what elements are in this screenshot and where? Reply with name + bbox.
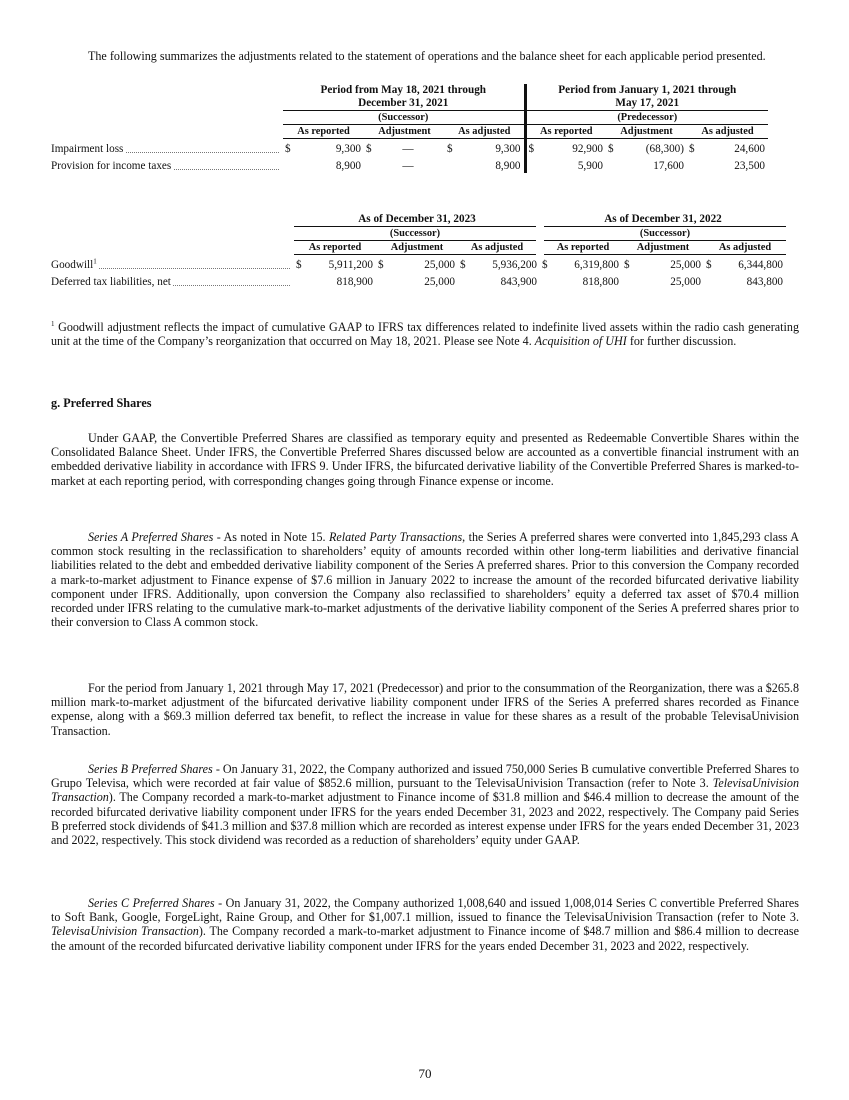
table-row: [51, 272, 786, 289]
table-row: [51, 156, 768, 173]
column-header: As adjusted: [458, 241, 540, 255]
operations-adjustment-table: [51, 84, 768, 173]
value-cell: 25,000: [670, 275, 701, 288]
period-header-successor: Period from May 18, 2021 through December 31, 2021: [283, 84, 525, 111]
value-cell: 25,000: [670, 258, 701, 271]
value-cell: 9,300: [335, 142, 361, 155]
value-cell: 843,800: [746, 275, 783, 288]
value-cell: 818,800: [582, 275, 619, 288]
value-cell: 843,900: [500, 275, 537, 288]
period-header-predecessor: Period from January 1, 2021 through May 17, 2021: [558, 84, 737, 109]
gaap-ifrs-paragraph: Under GAAP, the Convertible Preferred Shares are classified as temporary equity and presented as Redeemable Convertible Shares within the Consolidated Balance Sheet. Under IFRS, the Convertible Preferred Shares discussed below are accounted as a convertible financial instrument with an embedded derivative liability in accordance with IFRS 9. Under IFRS, the bifurcated derivative liability of the Convertible Preferred Shares is marked-to-market at each reporting period, with corresponding changes going through Finance expense or income.: [51, 431, 799, 488]
predecessor-label: (Predecessor): [525, 111, 768, 125]
period-header-2023: As of December 31, 2023: [358, 213, 476, 225]
value-cell: 9,300: [455, 139, 525, 156]
column-header: As adjusted: [704, 241, 786, 255]
column-header: Adjustment: [606, 125, 687, 139]
value-cell: 6,344,800: [738, 258, 783, 271]
section-heading: g. Preferred Shares: [51, 396, 152, 410]
value-cell: 8,900: [455, 156, 525, 173]
series-c-paragraph: Series C Preferred Shares - On January 31, 2022, the Company authorized 1,008,640 and issued 1,008,014 Series C convertible Preferred Shares to Soft Bank, Google, ForgeLight, Raine Group, and Other for $1,007.1 million, issued to finance the TelevisaUnivision Transaction (refer to Note 3. TelevisaUnivision Transaction). The Company recorded a mark-to-market adjustment to Finance income of $48.7 million and $86.4 million to decrease the amount of the recorded bifurcated derivative liability component under IFRS for the years ended December 31, 2023 and 2022, respectively.: [51, 896, 799, 953]
column-header: As reported: [525, 125, 606, 139]
table-row: Goodwill$^1$ $ 5,911,200 $ 25,000 $ 5,936,200 $ 6,319,800 $ 25,000 $ 6,344,800: [51, 255, 786, 272]
column-header: As adjusted: [687, 125, 768, 139]
period-header-2022: As of December 31, 2022: [604, 213, 722, 225]
column-header: Adjustment: [622, 241, 704, 255]
page-number: 70: [418, 1066, 432, 1081]
column-header: As adjusted: [445, 125, 525, 139]
predecessor-paragraph: For the period from January 1, 2021 through May 17, 2021 (Predecessor) and prior to the consummation of the Reorganization, there was a $265.8 million mark-to-market adjustment of the bifurcated derivative liability component under IFRS of the Series A preferred shares recorded as Finance expense, along with a $69.3 million deferred tax benefit, to reflect the increase in value for these shares as a result of the probable TelevisaUnivision Transaction.: [51, 681, 799, 738]
value-cell: 5,900: [577, 159, 603, 172]
value-cell: 5,936,200: [492, 258, 537, 271]
row-label: Impairment loss: [51, 139, 283, 156]
value-cell: —: [402, 159, 414, 172]
intro-paragraph: The following summarizes the adjustments related to the statement of operations and the balance sheet for each applicable period presented.: [88, 49, 766, 63]
column-header: As reported: [540, 241, 622, 255]
value-cell: 818,900: [336, 275, 373, 288]
column-header: Adjustment: [364, 125, 445, 139]
value-cell: 25,000: [424, 275, 455, 288]
goodwill-footnote: $^1$ Goodwill adjustment reflects the impact of cumulative GAAP to IFRS tax differences related to indefinite lived assets within the radio cash generating unit at the time of the Company’s reorganization that occurred on May 18, 2021. Please see Note 4. Acquisition of UHI for further discussion.: [51, 319, 799, 349]
value-cell: 25,000: [424, 258, 455, 271]
value-cell: 5,911,200: [328, 258, 373, 271]
row-label: Goodwill$^1$: [51, 255, 294, 272]
value-cell: 8,900: [335, 159, 361, 172]
column-header: As reported: [294, 241, 376, 255]
table-row: Impairment loss $ 9,300 $ — $ 9,300 $ 92,900 $ (68,300) $ 24,600: [51, 139, 768, 156]
row-label: Provision for income taxes: [51, 156, 283, 173]
series-b-paragraph: Series B Preferred Shares - On January 31, 2022, the Company authorized and issued 750,000 Series B cumulative convertible Preferred Shares to Grupo Televisa, which were recorded at fair value of $852.6 million, pursuant to the TelevisaUnivision Transaction (refer to Note 3. TelevisaUnivision Transaction). The Company recorded a mark-to-market adjustment to Finance income of $31.8 million and $46.4 million to decrease the amount of the recorded bifurcated derivative liability component under IFRS for the years ended December 31, 2023 and 2022, respectively. The Company paid Series B preferred stock dividends of $41.3 million and $37.8 million which are recorded as interest expense under IFRS for the years ended December 31, 2023 and 2022, respectively. This stock dividend was recorded as a reduction of shareholders’ equity under GAAP.: [51, 762, 799, 848]
value-cell: 23,500: [734, 159, 765, 172]
column-header: As reported: [283, 125, 364, 139]
value-cell: 24,600: [734, 142, 765, 155]
successor-label: (Successor): [283, 111, 525, 125]
value-cell: 92,900: [572, 142, 603, 155]
balance-sheet-adjustment-table: [51, 213, 786, 289]
row-label: Deferred tax liabilities, net: [51, 272, 294, 289]
column-header: Adjustment: [376, 241, 458, 255]
successor-label: (Successor): [294, 227, 540, 241]
value-cell: 17,600: [653, 159, 684, 172]
value-cell: (68,300): [645, 142, 684, 155]
series-a-paragraph: Series A Preferred Shares - As noted in Note 15. Related Party Transactions, the Series A preferred shares were converted into 1,845,293 class A common stock resulting in the reclassification to shareholders’ equity of amounts recorded within other long-term liabilities and derivative financial liabilities related to the debt and embedded derivative liability component of the Series A preferred shares. Prior to this conversion the Company recorded a mark-to-market adjustment to Finance expense of $7.6 million in January 2022 to increase the amount of the recorded bifurcated derivative liability component under IFRS. Additionally, upon conversion the Company also reclassified to shareholders’ equity a deferred tax asset of $70.4 million recorded under IFRS relating to the cumulative mark-to-market adjustments of the derivative liability component of the Series A preferred shares prior to their conversion to Class A common stock.: [51, 530, 799, 630]
value-cell: 6,319,800: [574, 258, 619, 271]
successor-label: (Successor): [540, 227, 786, 241]
value-cell: —: [402, 142, 414, 155]
